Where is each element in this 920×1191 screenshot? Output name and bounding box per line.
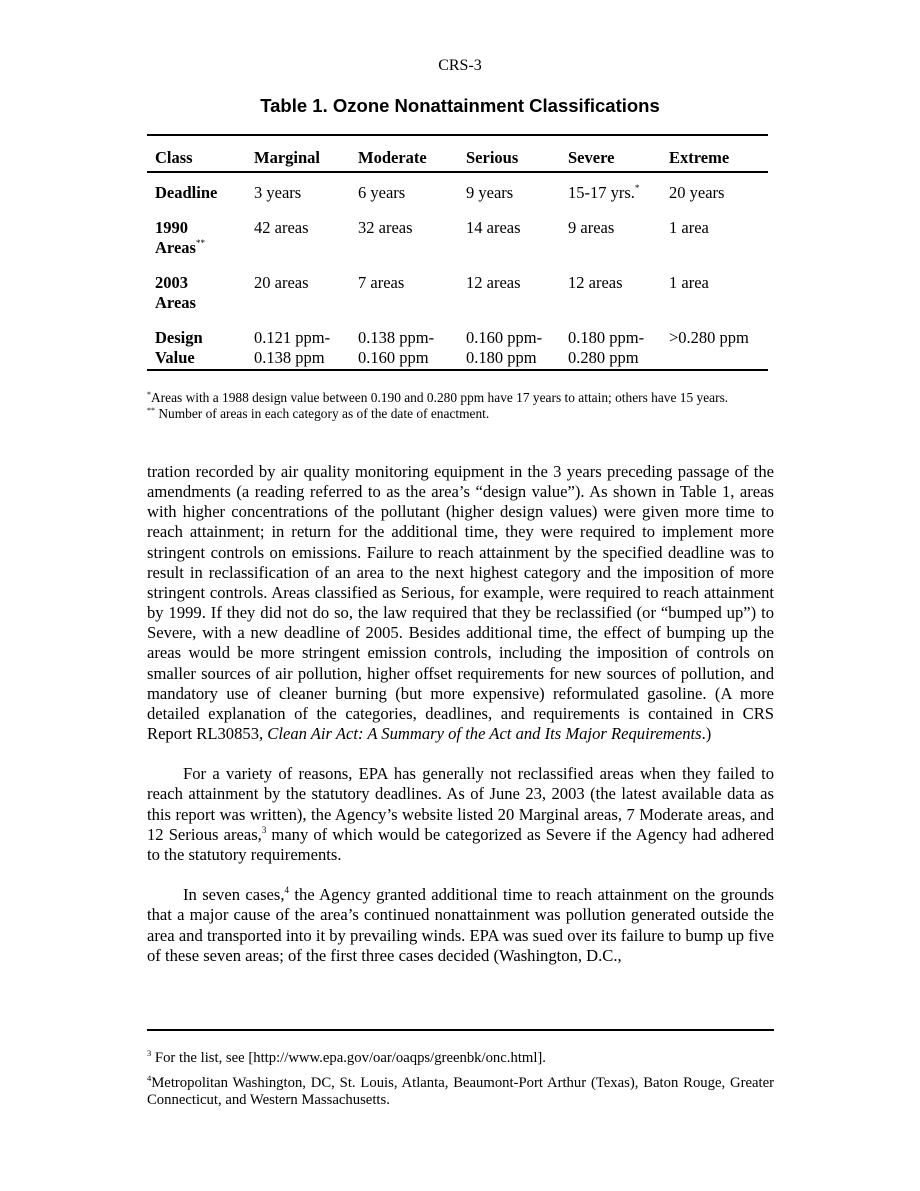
cell-text: 14 areas [466, 218, 521, 237]
footnote [147, 1072, 774, 1110]
table-cell [246, 206, 350, 261]
paragraph-text: the Agency granted additional time to reach attainment on the grounds that a major cause of the area’s continued nonattainment was pollution generated outside the area and transported into it by prevailing winds. EPA was sued over its failure to bump up five of these seven areas; of the first three cases decided (Washington, D.C., [147, 885, 774, 965]
table-row [147, 206, 768, 261]
table-cell [661, 206, 768, 261]
table-cell [661, 172, 768, 206]
table-cell [246, 316, 350, 370]
note-text: Number of areas in each category as of the date of enactment. [155, 405, 490, 421]
row-header [147, 206, 246, 261]
table-cell [661, 261, 768, 316]
footnote-separator [147, 1029, 774, 1031]
column-header-moderate: Moderate [350, 135, 458, 172]
table-row [147, 316, 768, 370]
column-header-serious: Serious [458, 135, 560, 172]
paragraph-text: In seven cases, [183, 885, 285, 905]
paragraph-text: .) [701, 724, 712, 744]
note-text: Areas with a 1988 design value between 0.190 and 0.280 ppm have 17 years to attain; others have 15 years. [151, 390, 729, 405]
row-header-line: Design [155, 328, 203, 347]
cell-text: 0.121 ppm- [254, 328, 331, 347]
row-header-line: Areas [155, 238, 196, 257]
cell-text: 0.138 ppm- [358, 328, 435, 347]
cell-text: 32 areas [358, 218, 413, 237]
cell-text: >0.280 ppm [669, 328, 749, 347]
row-header-line: Areas [155, 293, 196, 312]
column-header-marginal: Marginal [246, 135, 350, 172]
cell-text: 9 years [466, 183, 514, 202]
table-cell [458, 261, 560, 316]
cell-text: 20 areas [254, 273, 309, 292]
note-marker: * [634, 183, 640, 193]
table-cell [560, 206, 661, 261]
table-cell [246, 261, 350, 316]
paragraph-text: tration recorded by air quality monitoring equipment in the 3 years preceding passage of the amendments (a reading referred to as the area’s “design value”). As shown in Table 1, areas with higher concentrations of the pollutant (higher design values) were given more time to reach attainment; in return for the additional time, they were required to implement more stringent controls on emissions. Failure to reach attainment by the specified deadline was to result in reclassification of an area to the next highest category and the imposition of more stringent controls. Areas classified as Serious, for example, were required to reach attainment by 1999. If they did not do so, the law required that they be reclassified (or “bumped up”) to Severe, with a new deadline of 2005. Besides additional time, the effect of bumping up the areas would be more stringent emission controls, including the imposition of controls on smaller sources of air pollution, higher offset requirements for new sources of pollution, and mandatory use of cleaner burning (but more expensive) reformulated gasoline. (A more detailed explanation of the categories, deadlines, and requirements is contained in CRS Report RL30853, [147, 462, 774, 744]
cell-text: 0.280 ppm [568, 348, 639, 367]
row-header-line: Deadline [155, 183, 218, 202]
cell-text: 0.180 ppm- [568, 328, 645, 347]
row-header [147, 316, 246, 370]
table-row [147, 172, 768, 206]
note-marker: * [147, 390, 151, 399]
table-cell [458, 172, 560, 206]
body-paragraph [147, 764, 774, 865]
footnote-number: 3 [147, 1048, 152, 1058]
column-header-extreme: Extreme [661, 135, 768, 172]
cell-text: 20 years [669, 183, 725, 202]
table-cell [560, 316, 661, 370]
table-cell [458, 206, 560, 261]
row-header [147, 172, 246, 206]
table-cell [458, 316, 560, 370]
table-cell [560, 261, 661, 316]
table-title: Table 1. Ozone Nonattainment Classifications [260, 95, 660, 116]
cell-text: 1 area [669, 273, 709, 292]
cell-text: 3 years [254, 183, 302, 202]
column-header-severe: Severe [560, 135, 661, 172]
body-paragraph [147, 885, 774, 966]
column-header-class: Class [147, 135, 246, 172]
table-row [147, 261, 768, 316]
table-cell [350, 316, 458, 370]
report-title-italic: Clean Air Act: A Summary of the Act and Its Major Requirements [267, 724, 702, 744]
table-cell [350, 261, 458, 316]
note-marker: ** [147, 405, 155, 415]
paragraph-text: For a variety of reasons, EPA has generally not reclassified areas when they failed to reach attainment by the statutory deadlines. As of June 23, 2003 (the latest available data as this report was written), the Agency’s website listed 20 Marginal areas, 7 Moderate areas, and 12 Serious areas, [147, 764, 774, 844]
row-header-line: Value [155, 348, 195, 367]
footnote-ref: 4 [284, 885, 290, 896]
note-marker: ** [195, 238, 205, 248]
cell-text: 9 areas [568, 218, 615, 237]
cell-text: 0.180 ppm [466, 348, 537, 367]
table-note [147, 390, 775, 406]
table-header-row [147, 135, 768, 172]
body-text [147, 462, 774, 986]
cell-text: 42 areas [254, 218, 309, 237]
footnote-ref: 3 [261, 824, 267, 835]
footnote-text: Metropolitan Washington, DC, St. Louis, Atlanta, Beaumont-Port Arthur (Texas), Baton Rouge, Greater Connecticut, and Western Massachusetts. [147, 1074, 774, 1108]
cell-text: 0.160 ppm [358, 348, 429, 367]
cell-text: 12 areas [466, 273, 521, 292]
cell-text: 7 areas [358, 273, 405, 292]
table-note [147, 406, 775, 422]
ozone-classification-table [147, 134, 768, 371]
cell-text: 1 area [669, 218, 709, 237]
page-number-header: CRS-3 [438, 57, 482, 74]
cell-text: 12 areas [568, 273, 623, 292]
cell-text: 15-17 yrs. [568, 183, 635, 202]
footnote-text: For the list, see [http://www.epa.gov/oar/oaqps/greenbk/onc.html]. [151, 1050, 546, 1066]
paragraph-text: many of which would be categorized as Severe if the Agency had adhered to the statutory requirements. [147, 824, 774, 864]
row-header-line: 1990 [155, 218, 188, 237]
footnote [147, 1050, 774, 1068]
table-cell [560, 172, 661, 206]
footnotes [147, 1050, 774, 1117]
cell-text: 0.160 ppm- [466, 328, 543, 347]
table-cell [350, 172, 458, 206]
body-paragraph [147, 462, 774, 744]
footnote-number: 4 [147, 1072, 152, 1083]
row-header-line: 2003 [155, 273, 188, 292]
table-cell [246, 172, 350, 206]
table-cell [350, 206, 458, 261]
table-notes [147, 390, 775, 421]
cell-text: 6 years [358, 183, 406, 202]
table-cell [661, 316, 768, 370]
row-header [147, 261, 246, 316]
cell-text: 0.138 ppm [254, 348, 325, 367]
